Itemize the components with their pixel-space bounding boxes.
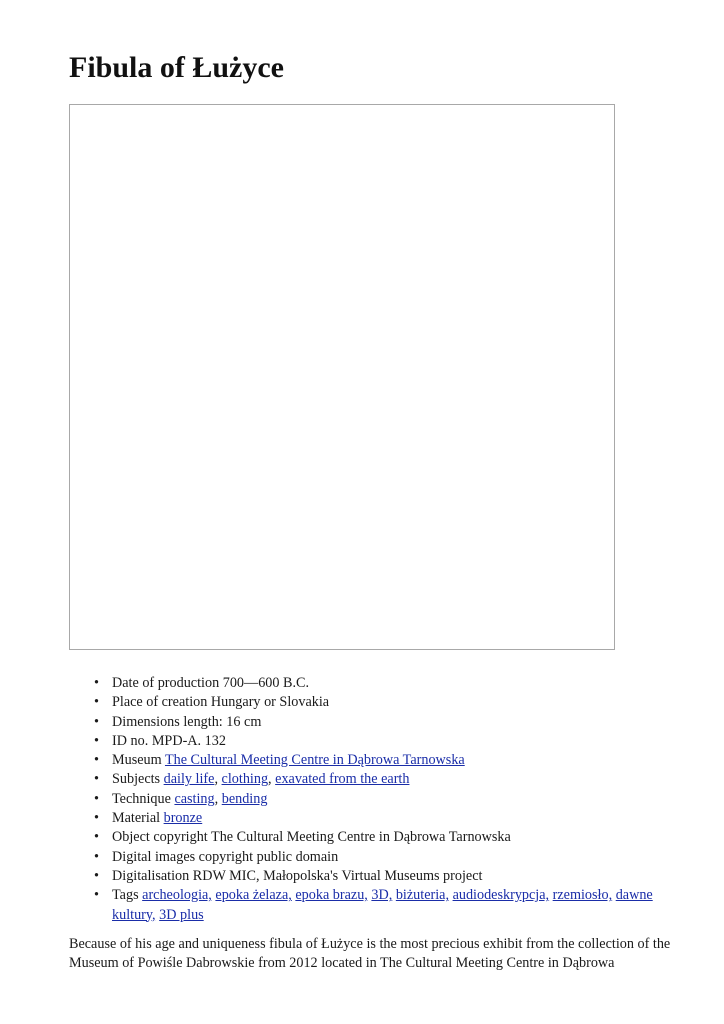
list-item (94, 886, 692, 925)
list-item (94, 713, 692, 732)
detail-value: Hungary or Slovakia (210, 694, 330, 711)
tag-link[interactable]: dawne kultury, (112, 887, 653, 923)
bullet-icon: • (94, 713, 99, 730)
subject-link[interactable]: clothing (221, 771, 269, 788)
subject-link[interactable]: daily life (163, 771, 215, 788)
tag-link[interactable]: 3D, (371, 887, 393, 904)
tag-link[interactable]: epoka żelaza, (215, 887, 292, 904)
detail-value: RDW MIC, Małopolska's Virtual Museums project (192, 867, 483, 884)
detail-label: ID no. (112, 732, 149, 749)
list-item: • Subjects daily life, clothing, exavated from the earth (112, 770, 692, 789)
subject-link[interactable]: exavated from the earth (275, 771, 410, 788)
detail-value: length: 16 cm (183, 713, 262, 730)
detail-value: 700—600 B.C. (222, 675, 310, 691)
tag-link[interactable]: 3D plus (159, 906, 204, 923)
details-list (94, 674, 692, 925)
detail-label: Subjects (112, 771, 161, 788)
list-item (94, 828, 692, 847)
detail-label: Tags (112, 887, 139, 904)
detail-label: Museum (112, 752, 162, 769)
detail-label: Object copyright (112, 829, 208, 846)
list-item (94, 751, 692, 770)
bullet-icon: • (94, 694, 99, 711)
page-title: Fibula of Łużyce (69, 51, 284, 84)
bullet-icon: • (94, 867, 99, 884)
tag-link[interactable]: biżuteria, (395, 887, 450, 904)
bullet-icon: • (94, 887, 99, 904)
bullet-icon: • (94, 810, 99, 827)
detail-label: Dimensions (112, 713, 180, 730)
tag-link[interactable]: audiodeskrypcja, (452, 887, 550, 904)
museum-link[interactable]: The Cultural Meeting Centre in Dąbrowa Tarnowska (164, 752, 465, 769)
tag-link[interactable]: epoka brazu, (295, 887, 368, 904)
detail-value: public domain (256, 848, 339, 865)
object-image-frame (69, 104, 615, 650)
bullet-icon: • (94, 848, 99, 865)
detail-label: Digital images copyright (112, 848, 254, 865)
material-link[interactable]: bronze (163, 810, 203, 827)
list-item (94, 867, 692, 886)
detail-label: Date of production (112, 675, 220, 691)
technique-link[interactable]: casting (174, 790, 215, 807)
detail-value: The Cultural Meeting Centre in Dąbrowa Tarnowska (211, 829, 511, 846)
bullet-icon: • (94, 752, 99, 769)
bullet-icon: • (94, 771, 99, 788)
detail-label: Digitalisation (112, 867, 190, 884)
detail-value: MPD-A. 132 (151, 732, 226, 749)
detail-label: Technique (112, 790, 171, 807)
tag-link[interactable]: rzemiosło, (552, 887, 613, 904)
bullet-icon: • (94, 829, 99, 846)
bullet-icon: • (94, 790, 99, 807)
list-item (94, 732, 692, 751)
technique-link[interactable]: bending (221, 790, 268, 807)
list-item (94, 693, 692, 712)
list-item (94, 674, 692, 693)
bullet-icon: • (94, 732, 99, 749)
list-item (94, 848, 692, 867)
detail-label: Place of creation (112, 694, 208, 711)
list-item (94, 809, 692, 828)
description-paragraph: Because of his age and uniqueness fibula of Łużyce is the most precious exhibit from the collection of the Museum of Powiśle Dabrowskie from 2012 located in The Cultural Meeting Centre in Dąbrowa (69, 936, 671, 972)
detail-label: Material (112, 810, 161, 827)
bullet-icon: • (94, 675, 99, 691)
tag-link[interactable]: archeologia, (142, 887, 212, 904)
list-item: • Technique casting, bending (112, 790, 692, 809)
